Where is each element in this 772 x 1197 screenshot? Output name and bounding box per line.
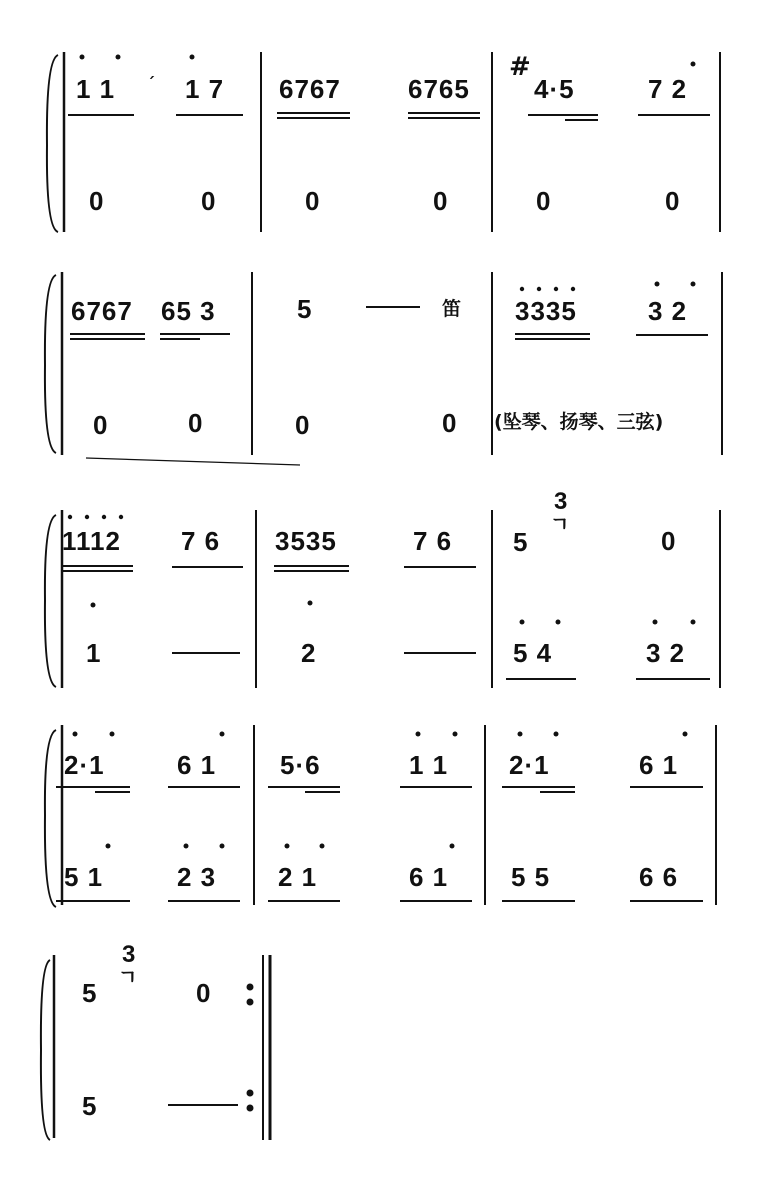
accomp-note: 0 bbox=[201, 186, 217, 216]
grace-note-symbol: ㄱ bbox=[550, 512, 570, 536]
accomp-note: 0 bbox=[536, 186, 552, 216]
stray-line bbox=[86, 458, 300, 465]
melody-note: 5 bbox=[297, 294, 313, 324]
melody-note: 1112 bbox=[62, 526, 121, 556]
accomp-note: 2 1 bbox=[278, 862, 318, 892]
melody-note: 7 6 bbox=[413, 526, 453, 556]
system-brace bbox=[45, 515, 56, 687]
melody-note: 6 1 bbox=[639, 750, 679, 780]
grace-note-number: 3 bbox=[554, 488, 568, 515]
accomp-note: 6 1 bbox=[409, 862, 449, 892]
accomp-note: 0 bbox=[89, 186, 105, 216]
melody-note: 65 3 bbox=[161, 296, 216, 326]
melody-note: 7 6 bbox=[181, 526, 221, 556]
melody-note: 5 bbox=[513, 527, 529, 557]
melody-note: 6 1 bbox=[177, 750, 217, 780]
system-brace bbox=[45, 275, 56, 453]
melody-note: 3335 bbox=[515, 296, 577, 326]
melody-note: 2·1 bbox=[64, 750, 105, 780]
melody-note: 0 bbox=[196, 978, 212, 1008]
melody-note: 6767 bbox=[279, 74, 341, 104]
grace-note-number: 3 bbox=[122, 941, 136, 968]
accomp-note: 0 bbox=[295, 410, 311, 440]
melody-note: 3535 bbox=[275, 526, 337, 556]
instrument-note: (坠琴、扬琴、三弦) bbox=[494, 411, 664, 433]
melody-note: 5·6 bbox=[280, 750, 321, 780]
sharp-sign: # bbox=[509, 52, 531, 82]
octave-dots bbox=[68, 52, 696, 1112]
melody-note: 0 bbox=[661, 526, 677, 556]
melody-note: 1 1 bbox=[409, 750, 449, 780]
system-brace bbox=[47, 55, 58, 232]
accomp-note: 0 bbox=[93, 410, 109, 440]
accomp-note: 5 1 bbox=[64, 862, 104, 892]
accomp-note: 5 5 bbox=[511, 862, 551, 892]
melody-note: 4·5 bbox=[534, 74, 575, 104]
accomp-note: 6 6 bbox=[639, 862, 679, 892]
accomp-note: 0 bbox=[442, 408, 458, 438]
accomp-note: 0 bbox=[188, 408, 204, 438]
system-brace bbox=[45, 730, 56, 907]
melody-note: 3 2 bbox=[648, 296, 688, 326]
accomp-note: 1 bbox=[86, 638, 102, 668]
melody-note: 7 2 bbox=[648, 74, 688, 104]
system-brace bbox=[41, 960, 50, 1140]
accomp-note: 0 bbox=[305, 186, 321, 216]
melody-note: 5 bbox=[82, 978, 98, 1008]
accomp-note: 5 bbox=[82, 1091, 98, 1121]
melody-note: 1 7 bbox=[185, 74, 225, 104]
accomp-note: 2 3 bbox=[177, 862, 217, 892]
accomp-note: 3 2 bbox=[646, 638, 686, 668]
accomp-note: 0 bbox=[433, 186, 449, 216]
instrument-label: 笛 bbox=[442, 298, 462, 320]
melody-note: 1 1 bbox=[76, 74, 116, 104]
melody-note: 2·1 bbox=[509, 750, 550, 780]
accomp-note: 5 4 bbox=[513, 638, 553, 668]
melody-note: 6767 bbox=[71, 296, 133, 326]
melody-note: 6765 bbox=[408, 74, 470, 104]
grace-note-symbol: ㄱ bbox=[118, 965, 138, 989]
accomp-note: 2 bbox=[301, 638, 317, 668]
accomp-note: 0 bbox=[665, 186, 681, 216]
breath-mark: ˊ bbox=[147, 74, 155, 93]
